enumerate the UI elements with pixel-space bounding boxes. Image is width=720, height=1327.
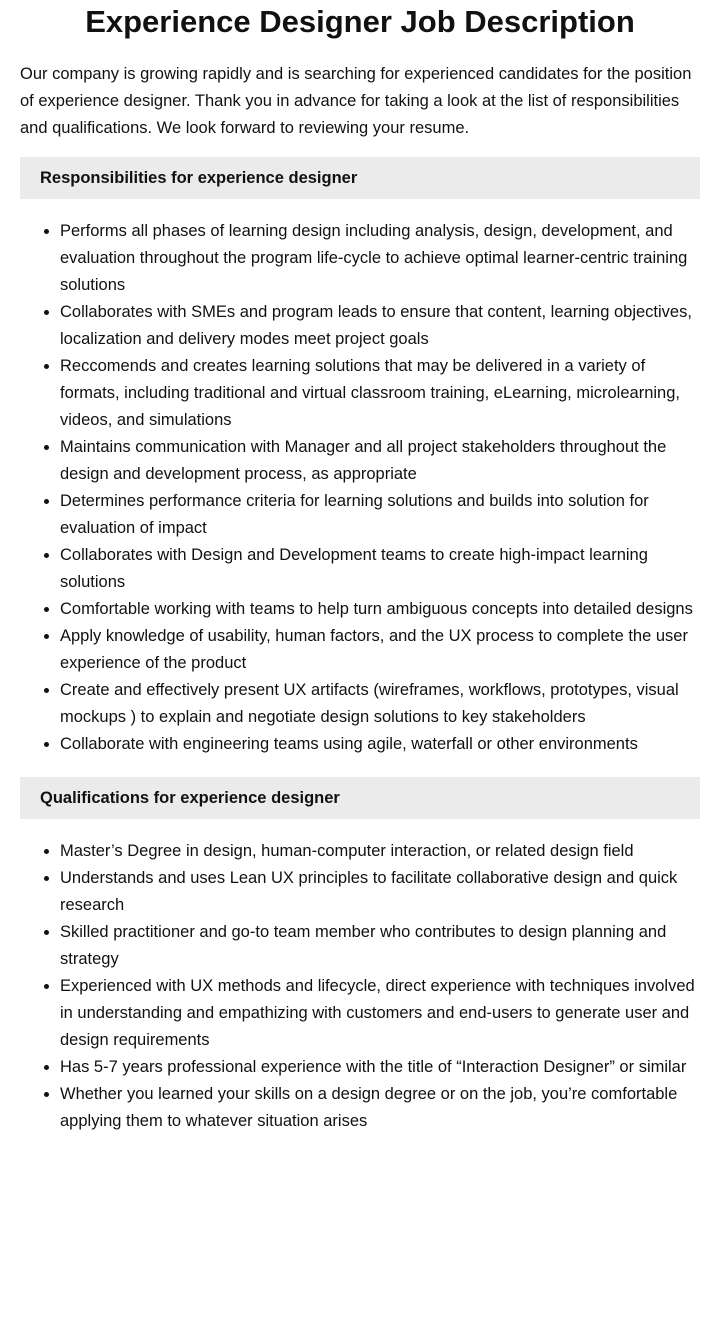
list-item: • Has 5-7 years professional experience with the title of “Interaction Designer” or similar [60,1054,700,1081]
qualifications-heading: Qualifications for experience designer [20,777,700,819]
page-title: Experience Designer Job Description [85,4,635,39]
list-item: • Skilled practitioner and go-to team member who contributes to design planning and strategy [60,919,700,973]
list-item: • Collaborate with engineering teams using agile, waterfall or other environments [60,731,700,758]
list-item: • Apply knowledge of usability, human factors, and the UX process to complete the user experience of the product [60,623,700,677]
list-item: • Create and effectively present UX artifacts (wireframes, workflows, prototypes, visual mockups ) to explain and negotiate design solutions to key stakeholders [60,677,700,731]
intro-paragraph: Our company is growing rapidly and is searching for experienced candidates for the position of experience designer. Thank you in advance for taking a look at the list of responsibilities and qualifications. We look forward to reviewing your resume. [20,65,692,137]
list-item: • Comfortable working with teams to help turn ambiguous concepts into detailed designs [60,596,700,623]
list-item: • Performs all phases of learning design including analysis, design, development, and evaluation throughout the program life-cycle to achieve optimal learner-centric training solutions [60,218,700,299]
list-item: • Determines performance criteria for learning solutions and builds into solution for evaluation of impact [60,488,700,542]
responsibilities-heading: Responsibilities for experience designer [20,157,700,199]
list-item: • Collaborates with Design and Development teams to create high-impact learning solutions [60,542,700,596]
list-item: • Collaborates with SMEs and program leads to ensure that content, learning objectives, localization and delivery modes meet project goals [60,299,700,353]
list-item: • Whether you learned your skills on a design degree or on the job, you’re comfortable applying them to whatever situation arises [60,1081,700,1135]
list-item: • Experienced with UX methods and lifecycle, direct experience with techniques involved in understanding and empathizing with customers and end-users to generate user and design requirements [60,973,700,1054]
list-item: • Understands and uses Lean UX principles to facilitate collaborative design and quick research [60,865,700,919]
qualifications-list [20,838,700,1135]
list-item: • Master’s Degree in design, human-computer interaction, or related design field [60,838,700,865]
responsibilities-list [20,218,700,758]
list-item: • Maintains communication with Manager and all project stakeholders throughout the design and development process, as appropriate [60,434,700,488]
list-item: • Reccomends and creates learning solutions that may be delivered in a variety of formats, including traditional and virtual classroom training, eLearning, microlearning, videos, and simulations [60,353,700,434]
